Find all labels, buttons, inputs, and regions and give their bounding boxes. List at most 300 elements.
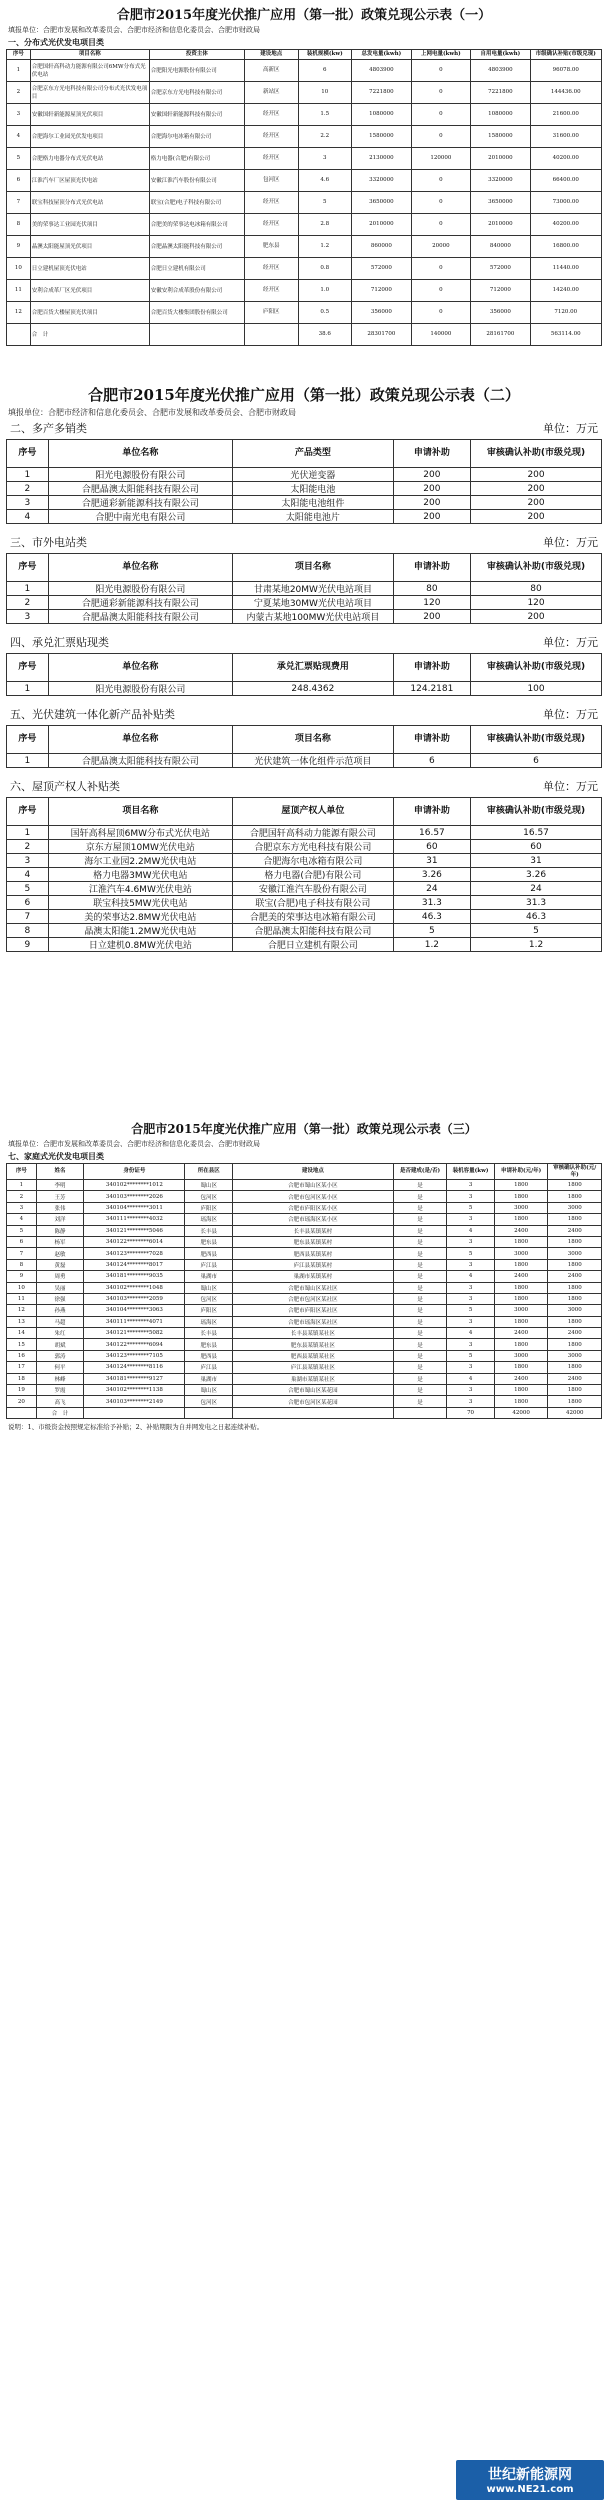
table-cell: 563114.00 [530,324,601,346]
table-cell: 是 [393,1214,447,1225]
table-cell: 甘肃某地20MW光伏电站项目 [233,582,394,596]
s2-table [6,553,602,624]
table-cell: 0 [411,192,471,214]
column-header: 项目名称 [233,726,394,754]
table-cell: 是 [393,1316,447,1327]
table-cell: 356000 [471,302,531,324]
table-cell [185,1407,233,1418]
table-cell: 3 [447,1362,495,1373]
table-cell: 合肥市庐阳区某小区 [233,1202,394,1213]
table-cell: 1800 [494,1259,548,1270]
table-cell: 合肥市蜀山区某小区 [233,1180,394,1191]
table-cell: 5 [393,924,470,938]
table-cell: 6 [298,60,352,82]
table-row [7,1180,602,1191]
column-header: 所在县区 [185,1164,233,1180]
table-cell: 罗霞 [36,1385,84,1396]
table-row [7,1282,602,1293]
table-row [7,1259,602,1270]
table-cell: 晶澳太阳能屋顶光伏项目 [30,236,149,258]
table-cell: 徐强 [36,1293,84,1304]
table-cell: 3 [447,1236,495,1247]
table-cell: 17 [7,1362,37,1373]
table-cell: 3000 [494,1350,548,1361]
table-cell: 蜀山区 [185,1282,233,1293]
table-cell: 肥西县某镇某村 [233,1248,394,1259]
table-cell: 340102********1138 [84,1385,185,1396]
table-cell: 合肥市蜀山区某花园 [233,1385,394,1396]
table-cell: 是 [393,1248,447,1259]
column-header: 自用电量(kwh) [471,50,531,60]
table-cell: 合肥通彩新能源科技有限公司 [48,596,232,610]
table-cell: 安徽江淮汽车股份有限公司 [149,170,244,192]
table-total-row [7,324,602,346]
table-cell: 96078.00 [530,60,601,82]
table-cell: 合肥市包河区某花园 [233,1396,394,1407]
table-cell: 林峰 [36,1373,84,1384]
table-cell: 2400 [494,1225,548,1236]
table-cell: 1800 [494,1282,548,1293]
table-cell: 肥东县 [185,1236,233,1247]
table-cell: 5 [298,192,352,214]
table-cell: 4 [447,1328,495,1339]
table-cell: 巢湖市某镇某村 [233,1271,394,1282]
table-cell: 4 [447,1271,495,1282]
table-cell: 张伟 [36,1202,84,1213]
table-row [7,1293,602,1304]
table-cell: 0 [411,104,471,126]
table-cell: 3 [447,1214,495,1225]
table-cell: 合肥美的荣事达电冰箱有限公司 [149,214,244,236]
table-cell: 9 [7,1271,37,1282]
doc3-section [6,1120,602,1434]
table-cell: 3 [447,1293,495,1304]
table-cell: 经开区 [244,192,298,214]
table-cell: 美的荣事达工业园光伏项目 [30,214,149,236]
table-cell: 28301700 [352,324,412,346]
table-cell: 是 [393,1271,447,1282]
table-cell: 是 [393,1339,447,1350]
table-cell: 5 [471,924,602,938]
table-cell: 联宝科技5MW光伏电站 [48,896,232,910]
table-row [7,236,602,258]
table-cell: 356000 [352,302,412,324]
table-cell: 合肥阳光电源股份有限公司 [149,60,244,82]
table-cell: 4.6 [298,170,352,192]
table-row [7,1362,602,1373]
table-cell: 庐江县 [185,1362,233,1373]
table-cell: 4 [7,868,49,882]
table-cell: 1800 [494,1316,548,1327]
column-header: 总发电量(kwh) [352,50,412,60]
table-cell: 16.57 [471,826,602,840]
table-cell: 肥东县 [244,236,298,258]
table-cell: 国轩高科屋顶6MW分布式光伏电站 [48,826,232,840]
doc1-issuer: 填报单位：合肥市发展和改革委员会、合肥市经济和信息化委员会、合肥市财政局 [8,26,260,34]
table-cell: 3000 [548,1202,602,1213]
column-header: 审核确认补助(市级兑现) [471,798,602,826]
table-cell: 1 [7,60,31,82]
table-cell: 日立建机0.8MW光伏电站 [48,938,232,952]
table-cell: 1 [7,1180,37,1191]
table-cell: 合肥通彩新能源科技有限公司 [48,496,232,510]
table-cell: 4 [7,510,49,524]
table-cell: 3.26 [471,868,602,882]
table-cell: 31 [393,854,470,868]
table-cell: 40200.00 [530,214,601,236]
table-cell: 16800.00 [530,236,601,258]
table-cell: 80 [471,582,602,596]
table-cell: 70 [447,1407,495,1418]
table-cell: 1800 [494,1293,548,1304]
table-cell: 1080000 [352,104,412,126]
column-header: 投资主体 [149,50,244,60]
column-header: 申请补助 [393,798,470,826]
table-cell: 杨军 [36,1236,84,1247]
table-cell: 格力电器(合肥)有限公司 [233,868,394,882]
table-cell: 1.2 [393,938,470,952]
table-cell: 肥西县某镇某社区 [233,1350,394,1361]
table-cell: 340102********1048 [84,1282,185,1293]
table-cell: 31600.00 [530,126,601,148]
table-row [7,258,602,280]
table-cell: 2 [7,82,31,104]
s1-heading: 二、多产多销类 [10,422,87,435]
table-cell: 120 [393,596,470,610]
table-cell: 江淮汽车厂区屋顶光伏电站 [30,170,149,192]
table-cell: 是 [393,1305,447,1316]
table-cell: 340102********1012 [84,1180,185,1191]
table-cell: 7 [7,1248,37,1259]
table-cell: 是 [393,1259,447,1270]
table-cell: 8 [7,1259,37,1270]
table-cell: 海尔工业园2.2MW光伏电站 [48,854,232,868]
table-cell: 庐阳区 [244,302,298,324]
table-cell: 合肥市包河区某社区 [233,1293,394,1304]
table-cell: 18 [7,1373,37,1384]
table-cell: 1.5 [298,104,352,126]
table-cell: 安徽国轩新能源科技有限公司 [149,104,244,126]
doc3-note: 说明：1、市级资金按照规定标准给予补贴；2、补贴期限为自并网发电之日起连续补贴。 [8,1423,264,1432]
table-cell: 江淮汽车4.6MW光伏电站 [48,882,232,896]
table-cell: 1800 [548,1316,602,1327]
table-cell: 合肥市包河区某小区 [233,1191,394,1202]
table-cell: 0 [411,302,471,324]
table-cell: 1 [7,582,49,596]
table-cell: 16 [7,1350,37,1361]
table-cell: 0.8 [298,258,352,280]
table-cell: 1 [7,682,49,696]
table-cell: 合 计 [30,324,149,346]
table-cell: 2400 [494,1373,548,1384]
table-cell: 高飞 [36,1396,84,1407]
table-cell: 66400.00 [530,170,601,192]
table-cell: 合肥京东方光电科技有限公司分布式光伏发电项目 [30,82,149,104]
table-cell: 200 [393,468,470,482]
watermark-line1: 世纪新能源网 [488,2467,572,2483]
table-row [7,1305,602,1316]
table-row [7,582,602,596]
table-cell: 572000 [471,258,531,280]
table-cell: 合肥美的荣事达电冰箱有限公司 [233,910,394,924]
table-cell: 肥西县 [185,1248,233,1259]
table-cell: 1 [7,754,49,768]
table-cell: 长丰县某镇某社区 [233,1328,394,1339]
table-cell: 新站区 [244,82,298,104]
column-header: 装机容量(kw) [447,1164,495,1180]
table-cell: 3320000 [471,170,531,192]
table-cell: 20 [7,1396,37,1407]
s1-table [6,439,602,524]
table-cell: 20000 [411,236,471,258]
table-row [7,1202,602,1213]
table-cell: 14 [7,1328,37,1339]
column-header: 承兑汇票贴现费用 [233,654,394,682]
table-cell: 340123********7105 [84,1350,185,1361]
table-cell: 胡斌 [36,1339,84,1350]
table-cell: 3000 [494,1305,548,1316]
table-cell: 是 [393,1328,447,1339]
table-cell: 巢湖市 [185,1373,233,1384]
table-cell: 合肥格力电器分布式光伏电站 [30,148,149,170]
table-cell: 31.3 [471,896,602,910]
table-row [7,1339,602,1350]
table-row [7,302,602,324]
table-cell: 340181********9035 [84,1271,185,1282]
table-cell: 1800 [548,1180,602,1191]
table-row [7,148,602,170]
table-cell: 11 [7,280,31,302]
table-cell: 安徽国轩新能源屋顶光伏项目 [30,104,149,126]
column-header: 建设地点 [233,1164,394,1180]
table-cell: 4 [7,126,31,148]
table-row [7,496,602,510]
table-cell: 合肥海尔工业园光伏发电项目 [30,126,149,148]
site-watermark [456,2460,604,2500]
column-header: 单位名称 [48,554,232,582]
table-row [7,896,602,910]
table-cell: 京东方屋顶10MW光伏电站 [48,840,232,854]
table-row [7,1214,602,1225]
table-cell: 3 [447,1385,495,1396]
table-cell: 0 [411,82,471,104]
table-row [7,468,602,482]
table-cell: 3000 [548,1248,602,1259]
table-cell: 太阳能电池 [233,482,394,496]
table-cell: 3320000 [352,170,412,192]
table-row [7,1248,602,1259]
table-cell: 340103********2026 [84,1191,185,1202]
table-cell: 经开区 [244,214,298,236]
column-header: 装机规模(kw) [298,50,352,60]
table-cell: 是 [393,1236,447,1247]
table-cell: 是 [393,1293,447,1304]
table-cell: 0 [411,60,471,82]
table-cell: 1800 [548,1214,602,1225]
table-cell: 340111********4032 [84,1214,185,1225]
table-cell: 合肥市瑶海区某小区 [233,1214,394,1225]
table-cell: 3 [7,854,49,868]
table-cell: 1800 [548,1236,602,1247]
column-header: 单位名称 [48,726,232,754]
table-cell: 经开区 [244,126,298,148]
table-row [7,924,602,938]
table-cell: 是 [393,1282,447,1293]
table-cell: 200 [471,510,602,524]
table-cell: 12 [7,1305,37,1316]
table-cell: 长丰县 [185,1328,233,1339]
table-cell: 合肥晶澳太阳能科技有限公司 [48,482,232,496]
table-cell: 肥东县某镇某社区 [233,1339,394,1350]
table-cell: 肥东县 [185,1339,233,1350]
table-cell: 经开区 [244,280,298,302]
table-cell: 3650000 [352,192,412,214]
table-cell: 6 [7,170,31,192]
table-cell: 合肥晶澳太阳能科技有限公司 [48,754,232,768]
table-cell: 4 [447,1373,495,1384]
table-cell: 3 [447,1396,495,1407]
table-row [7,682,602,696]
table-cell: 3650000 [471,192,531,214]
table-row [7,60,602,82]
table-cell: 100 [471,682,602,696]
table-cell: 1800 [548,1339,602,1350]
table-cell: 合肥市瑶海区某社区 [233,1316,394,1327]
table-row [7,868,602,882]
table-cell: 60 [393,840,470,854]
table-cell: 是 [393,1362,447,1373]
table-cell: 60 [471,840,602,854]
table-cell: 内蒙古某地100MW光伏电站项目 [233,610,394,624]
table-cell: 刘洋 [36,1214,84,1225]
table-cell: 1800 [494,1362,548,1373]
table-row [7,170,602,192]
table-cell: 是 [393,1396,447,1407]
table-cell: 1.2 [471,938,602,952]
table-cell: 1 [7,468,49,482]
table-cell: 7 [7,910,49,924]
table-cell: 1580000 [471,126,531,148]
table-cell: 3 [7,104,31,126]
table-row [7,1271,602,1282]
table-cell: 联宝科技屋顶分布式光伏电站 [30,192,149,214]
table-cell: 1800 [548,1293,602,1304]
column-header: 序号 [7,440,49,468]
table-cell: 蜀山区 [185,1385,233,1396]
table-cell: 340111********4071 [84,1316,185,1327]
table-row [7,1316,602,1327]
table-cell: 5 [447,1202,495,1213]
table-cell: 合肥百货大楼屋顶光伏项目 [30,302,149,324]
table-cell: 肥东县某镇某村 [233,1236,394,1247]
table-cell: 2 [7,1191,37,1202]
table-cell: 是 [393,1385,447,1396]
table-cell: 73000.00 [530,192,601,214]
table-cell: 5 [447,1305,495,1316]
table-cell: 6 [7,1236,37,1247]
table-cell: 40200.00 [530,148,601,170]
table-cell [7,324,31,346]
column-header: 序号 [7,50,31,60]
table-row [7,192,602,214]
table-cell [393,1407,447,1418]
table-cell: 340104********3011 [84,1202,185,1213]
s3-table [6,653,602,696]
table-cell: 合肥海尔电冰箱有限公司 [149,126,244,148]
table-cell: 24 [471,882,602,896]
table-row [7,854,602,868]
table-total-row [7,1407,602,1418]
table-cell: 格力电器(合肥)有限公司 [149,148,244,170]
table-cell: 阳光电源股份有限公司 [48,468,232,482]
table-cell: 11 [7,1293,37,1304]
table-cell: 712000 [352,280,412,302]
table-cell: 2.8 [298,214,352,236]
table-cell: 2400 [548,1225,602,1236]
table-cell: 200 [471,610,602,624]
table-cell: 2130000 [352,148,412,170]
table-cell: 340122********6014 [84,1236,185,1247]
table-cell: 13 [7,1316,37,1327]
table-cell: 7221800 [352,82,412,104]
table-cell: 是 [393,1202,447,1213]
table-row [7,104,602,126]
table-cell: 340181********9127 [84,1373,185,1384]
table-cell: 合肥中南光电有限公司 [48,510,232,524]
table-cell: 5 [447,1248,495,1259]
table-cell: 0 [411,214,471,236]
table-cell: 何平 [36,1362,84,1373]
table-cell: 安徽安利合成革股份有限公司 [149,280,244,302]
table-cell: 2.2 [298,126,352,148]
table-row [7,826,602,840]
column-header: 项目名称 [48,798,232,826]
s3-unit: 单位：万元 [543,636,598,649]
column-header: 单位名称 [48,654,232,682]
table-cell: 庐江县 [185,1259,233,1270]
table-cell: 7 [7,192,31,214]
table-cell: 340121********5046 [84,1225,185,1236]
column-header: 市级确认补贴(市级兑现) [530,50,601,60]
table-cell [233,1407,394,1418]
table-cell: 合肥京东方光电科技有限公司 [233,840,394,854]
table-cell: 0 [411,258,471,280]
table-cell: 3 [447,1180,495,1191]
table-cell: 3 [447,1316,495,1327]
table-cell: 合肥海尔电冰箱有限公司 [233,854,394,868]
table-cell: 1800 [548,1396,602,1407]
table-cell: 马超 [36,1316,84,1327]
table-cell: 包河区 [185,1293,233,1304]
table-cell: 1800 [548,1362,602,1373]
table-cell: 是 [393,1373,447,1384]
table-cell: 340123********7028 [84,1248,185,1259]
table-cell: 7120.00 [530,302,601,324]
table-cell: 是 [393,1350,447,1361]
s5-table [6,797,602,952]
table-cell: 合 计 [36,1407,84,1418]
table-cell: 6 [7,896,49,910]
table-row [7,610,602,624]
column-header: 审核确认补助(元/年) [548,1164,602,1180]
table-cell: 38.6 [298,324,352,346]
table-cell: 46.3 [393,910,470,924]
table-cell: 是 [393,1191,447,1202]
table-cell: 19 [7,1385,37,1396]
table-cell: 安利合成革厂区光伏项目 [30,280,149,302]
table-cell: 是 [393,1225,447,1236]
table-cell: 2400 [548,1271,602,1282]
